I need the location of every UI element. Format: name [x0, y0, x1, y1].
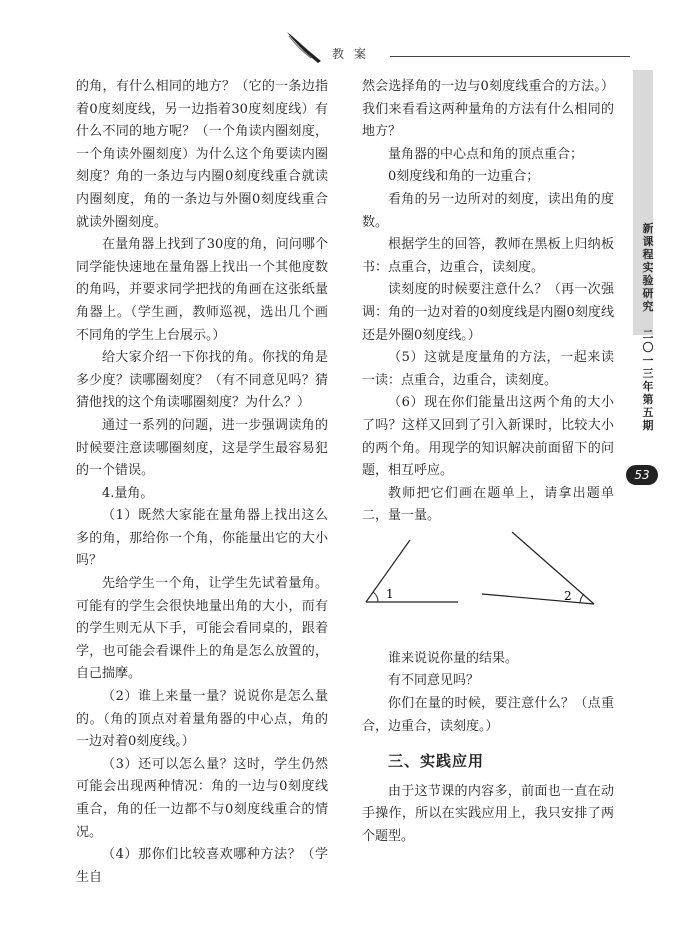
angle-1-label: 1 [386, 586, 394, 601]
paragraph: （6）现在你们能量出这两个角的大小了吗？这样又回到了引入新课时，比较大小的两个角。用现学的知识解决前面留下的问题，相互呼应。 [362, 395, 614, 479]
issue-info: 二 〇 一 三 年 第 五 期 [642, 328, 654, 432]
paragraph: （2）谁上来量一量？说说你是怎么量的。（角的顶点对着量角器的中心点，角的一边对着0刻度线。） [76, 689, 328, 750]
paragraph: 的角，有什么相同的地方？（它的一条边指着0度刻度线，另一边指着30度刻度线）有什么不同的地方呢？（一个角读内圈刻度，一个角读外圈刻度）为什么这个角要读内圈刻度？角的一条边与内圈0刻度线重合就读内圈刻度，角的一条边与外圈0刻度线重合就读外圈刻度。 [76, 79, 328, 230]
section-heading: 三、实践应用 [388, 752, 485, 771]
paragraph: 然会选择角的一边与0刻度线重合的方法。）我们来看看这两种量角的方法有什么相同的地方？ [362, 79, 614, 140]
paragraph: 量角器的中心点和角的顶点重合； [388, 146, 584, 162]
angle-diagram [362, 528, 614, 648]
paragraph: （1）既然大家能在量角器上找出这么多的角，那给你一个角，你能量出它的大小吗？ [76, 508, 328, 569]
angle-2-label: 2 [564, 588, 572, 603]
paragraph: 看角的另一边所对的刻度，读出角的度数。 [362, 191, 614, 230]
header-rule [390, 56, 630, 57]
page-header [0, 0, 680, 70]
section-label: 教案 [332, 47, 377, 61]
paragraph: 有不同意见吗？ [388, 673, 480, 689]
paragraph: 由于这节课的内容多，前面也一直在动手操作，所以在实践应用上，我只安排了两个题型。 [362, 783, 614, 845]
angle-1 [366, 540, 458, 602]
paragraph: （5）这就是度量角的方法，一起来读一读：点重合，边重合，读刻度。 [362, 350, 614, 388]
paragraph: 先给学生一个角，让学生先试着量角。可能有的学生会很快地量出角的大小，而有的学生则无从下手，可能会看同桌的，跟着学，也可能会看课件上的角是怎么放置的，自己揣摩。 [76, 576, 328, 682]
paragraph: （4）那你们比较喜欢哪种方法？（学生自 [76, 847, 328, 885]
left-column [76, 76, 328, 889]
angle-figures [362, 528, 614, 648]
paragraph: 通过一系列的问题，进一步强调读角的时候要注意读哪圈刻度，这是学生最容易犯的一个错误。 [76, 417, 328, 479]
angle-2 [482, 532, 594, 604]
paragraph: 给大家介绍一下你找的角。你找的角是多少度？读哪圈刻度？（有不同意见吗？猜猜他找的这个角读哪圈刻度？为什么？） [76, 350, 328, 411]
brush-icon [285, 30, 325, 64]
paragraph: 在量角器上找到了30度的角，问问哪个同学能快速地在量角器上找出一个其他度数的角吗，并要求同学把找的角画在这张纸量角器上。（学生画，教师巡视，选出几个画不同角的学生上台展示。） [76, 237, 328, 343]
paragraph: 教师把它们画在题单上，请拿出题单二，量一量。 [362, 485, 614, 524]
paragraph: 4.量角。 [102, 485, 154, 501]
paragraph: （3）还可以怎么量？这时，学生仍然可能会出现两种情况：角的一边与0刻度线重合，角的任一边都不与0刻度线重合的情况。 [76, 756, 328, 840]
journal-name: 新 课 程 实 验 研 究 [642, 222, 654, 313]
paragraph: 读刻度的时候要注意什么？（再一次强调：角的一边对着的0刻度线是内圈0刻度线还是外圈0刻度线。） [362, 282, 614, 343]
paragraph: 根据学生的回答，教师在黑板上归纳板书：点重合，边重合，读刻度。 [362, 237, 614, 275]
page-number: 53 [626, 465, 658, 485]
right-column [362, 76, 614, 849]
paragraph: 你们在量的时候，要注意什么？（点重合，边重合，读刻度。） [362, 696, 614, 734]
paragraph: 谁来说说你量的结果。 [388, 650, 519, 666]
paragraph: 0刻度线和角的一边重合； [388, 169, 540, 185]
